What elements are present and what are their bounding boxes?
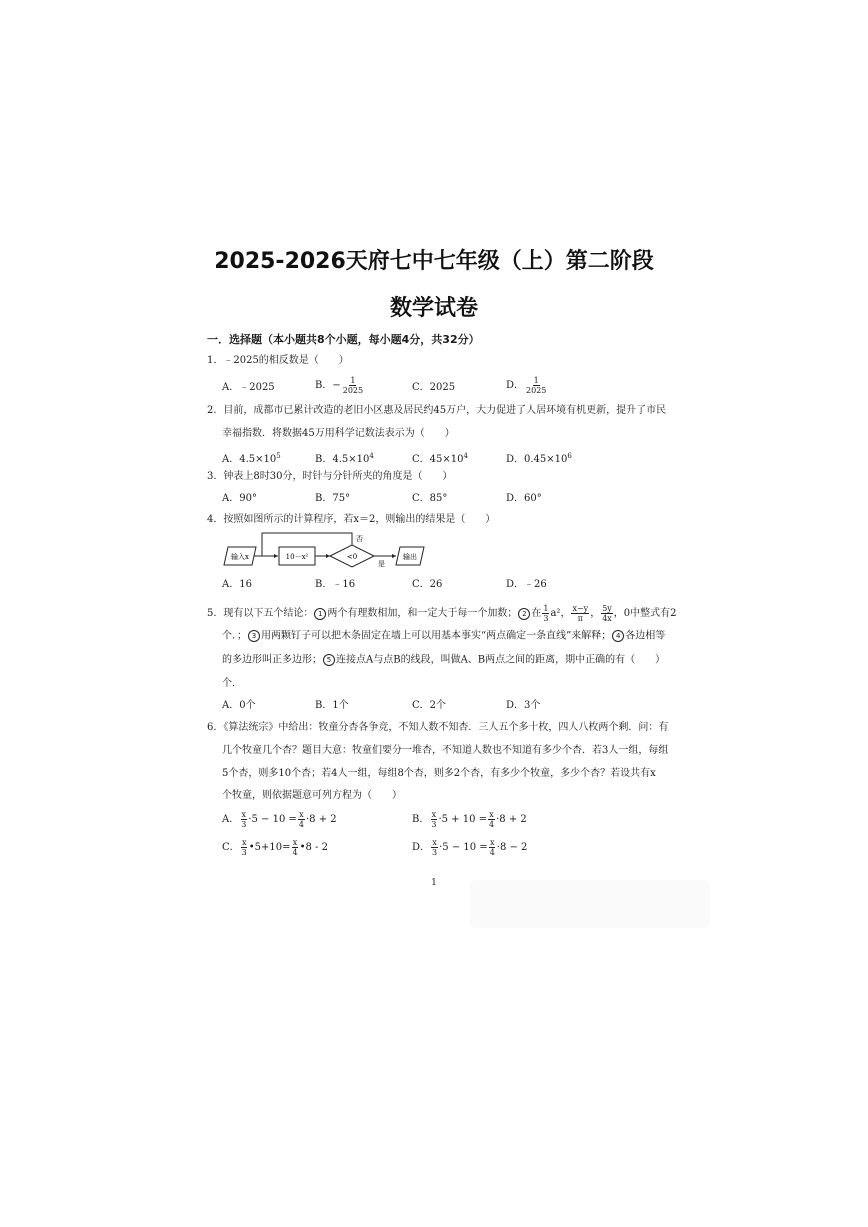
- q5-option-d: D．3个: [506, 700, 541, 711]
- exam-title: 2025-2026天府七中七年级（上）第二阶段: [214, 249, 654, 274]
- q3-option-d: D．60°: [506, 493, 542, 504]
- fraction: $\frac{1}{2025}$: [526, 376, 547, 395]
- fraction: $\frac{x}{4}$: [298, 810, 304, 829]
- fraction: $\frac{x-y}{\pi}$: [572, 604, 589, 623]
- fraction: $\frac{1}{2025}$: [342, 376, 364, 395]
- q6-option-d: D． $\frac{x}{3}$ ·5 − 10 = $\frac{x}{4}$ ·8 − 2: [412, 838, 528, 857]
- fraction: $\frac{x}{4}$: [489, 838, 495, 857]
- q5-option-a: A．0个: [222, 700, 256, 711]
- exam-subtitle: 数学试卷: [389, 296, 478, 321]
- flow-output-label: 输出: [403, 553, 417, 561]
- question-1-text: 1．﹣2025的相反数是（ ）: [207, 355, 349, 366]
- page-number: 1: [431, 878, 437, 888]
- question-5-line-4: 个．: [222, 678, 242, 689]
- question-5-line-1: 5．现有以下五个结论： 1 两个有理数相加，和一定大于每一个加数； 2 在 $\frac{1}{3}$ a²， $\frac{x-y}{\pi}$ ， $\frac{5y}{4x}$ ，0中整式有2: [207, 604, 677, 623]
- q4-option-a: A．16: [222, 579, 252, 590]
- fraction: $\frac{x}{4}$: [489, 810, 495, 829]
- flow-input-label: 输入x: [231, 553, 249, 561]
- question-6-line-2: 几个牧童几个杏？题目大意：牧童们要分一堆杏，不知道人数也不知道有多少个杏．若3人一组，每组: [222, 745, 669, 756]
- q5-option-b: B．1个: [315, 700, 349, 711]
- q1-option-a: A．﹣2025: [222, 382, 275, 393]
- fraction: $\frac{x}{3}$: [241, 838, 247, 857]
- q1-option-c: C．2025: [412, 382, 456, 393]
- fraction: $\frac{x}{3}$: [431, 810, 437, 829]
- q1-option-d: D． $\frac{1}{2025}$: [506, 376, 547, 395]
- q5-option-c: C．2个: [412, 700, 447, 711]
- circled-number: 5: [323, 654, 335, 666]
- flowchart-diagram: [222, 531, 432, 573]
- question-5-line-3: 的多边形叫正多边形； 5 连接点A与点B的线段，叫做A、B两点之间的距离，期中正确的有（ ）: [222, 654, 666, 666]
- q4-option-b: B．﹣16: [315, 579, 356, 590]
- q6-option-a: A． $\frac{x}{3}$ ·5 − 10 = $\frac{x}{4}$ ·8 + 2: [222, 810, 337, 829]
- q6-option-b: B． $\frac{x}{3}$ ·5 + 10 = $\frac{x}{4}$ ·8 + 2: [412, 810, 527, 829]
- q2-option-a: A．$4.5\times 10^5$: [222, 452, 281, 465]
- question-4-text: 4．按照如图所示的计算程序，若x＝2，则输出的结果是（ ）: [207, 514, 496, 525]
- q2-option-b: B．$4.5\times 10^4$: [315, 452, 374, 465]
- fraction: $\frac{x}{4}$: [292, 838, 298, 857]
- circled-number: 3: [248, 630, 260, 642]
- flow-decision-label: <0: [346, 553, 358, 561]
- fraction: $\frac{x}{3}$: [241, 810, 247, 829]
- question-2-line-1: 2．目前，成都市已累计改造的老旧小区惠及居民约45万户，大力促进了人居环境有机更新，提升了市民: [207, 405, 667, 416]
- flow-no-label: 否: [356, 535, 363, 543]
- circled-number: 4: [612, 630, 624, 642]
- q3-option-c: C．85°: [412, 493, 448, 504]
- question-6-line-4: 个牧童，则依据题意可列方程为（ ）: [222, 790, 402, 801]
- flow-yes-label: 是: [378, 560, 385, 568]
- circled-number: 2: [518, 608, 530, 620]
- q2-option-d: D．$0.45\times 10^6$: [506, 452, 572, 465]
- q3-option-b: B．75°: [315, 493, 351, 504]
- q1-option-b: B．− $\frac{1}{2025}$: [315, 376, 364, 395]
- fraction: $\frac{1}{3}$: [543, 604, 549, 623]
- q2-option-c: C．$45\times 10^4$: [412, 452, 468, 465]
- question-6-line-1: 6．《算法统宗》中给出：牧童分杏各争竞，不知人数不知杏．三人五个多十枚，四人八枚两个剩．问：有: [207, 722, 669, 733]
- q3-option-a: A．90°: [222, 493, 257, 504]
- q4-option-c: C．26: [412, 579, 443, 590]
- flow-calc-label: 10－x²: [285, 553, 309, 561]
- section-heading: 一．选择题（本小题共8个小题，每小题4分，共32分）: [207, 333, 480, 346]
- fraction: $\frac{x}{3}$: [432, 838, 438, 857]
- question-5-line-2: 个．； 3 用两颗钉子可以把木条固定在墙上可以用基本事实“两点确定一条直线”来解释； 4 各边相等: [222, 630, 666, 642]
- fraction: $\frac{5y}{4x}$: [602, 604, 612, 623]
- q4-option-d: D．﹣26: [506, 579, 547, 590]
- question-2-line-2: 幸福指数．将数据45万用科学记数法表示为（ ）: [222, 428, 455, 439]
- question-6-line-3: 5个杏，则多10个杏；若4人一组，每组8个杏，则多2个杏，有多少个牧童，多少个杏？若设共有x: [222, 768, 656, 779]
- circled-number: 1: [314, 608, 326, 620]
- question-3-text: 3．钟表上8时30分，时针与分针所夹的角度是（ ）: [207, 471, 453, 482]
- q6-option-c: C． $\frac{x}{3}$ •5+10= $\frac{x}{4}$ •8 - 2: [222, 838, 328, 857]
